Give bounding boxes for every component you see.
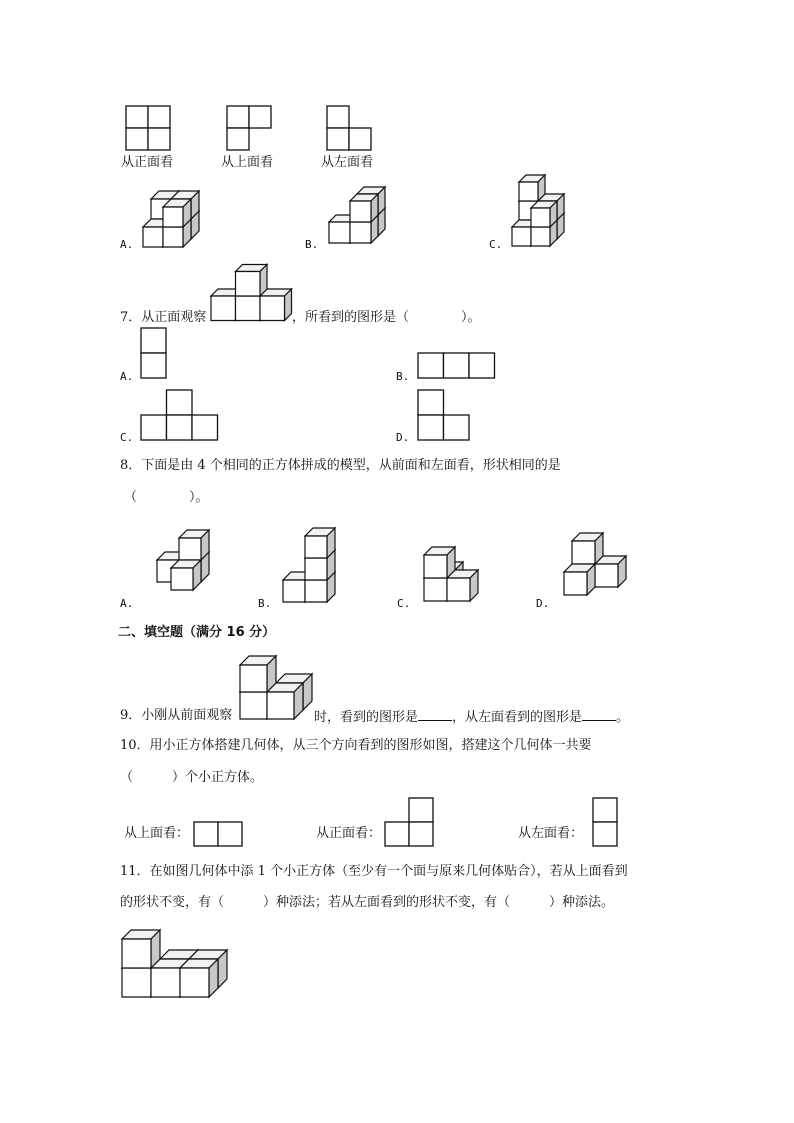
cube-front-face [179,538,201,560]
q6-option-b-figure[interactable] [328,186,388,246]
q6-top-view-figure [227,106,273,152]
q6-option-b-label: B. [305,238,319,251]
q10-front-view-label: 从正面看： [316,826,382,841]
q9-stem-mid2: ，从左面看到的图形是 [452,710,583,725]
q10-top-view-label: 从上面看： [124,826,190,841]
cube-front-face [329,222,350,243]
q7-stem-after: ，所看到的图形是（ ）。 [292,310,481,325]
cube-front-face [424,555,447,578]
q9-model-figure [239,652,319,722]
cube-front-face [283,580,305,602]
q8-option-b-figure[interactable] [282,537,350,605]
cube-front-face [572,541,595,564]
cube-front-face [211,296,236,321]
q7-model-figure [210,262,294,322]
q8-option-d-label: D. [536,597,550,610]
q7-option-b-label: B. [396,370,410,383]
cube-front-face [512,227,531,246]
q8-option-b-label: B. [258,597,272,610]
q10-stem: 10．用小正方体搭建几何体，从三个方向看到的图形如图，搭建这个几何体一共要 [120,738,592,753]
cube-front-face [260,296,285,321]
cube-front-face [305,536,327,558]
cube-front-face [531,227,550,246]
q7-option-c-figure[interactable] [141,390,221,444]
q8-option-a-label: A. [120,597,134,610]
cube-front-face [163,227,183,247]
cube-front-face [564,572,587,595]
q6-front-view-label: 从正面看 [121,155,174,170]
q6-option-c-figure[interactable] [511,184,575,250]
cube-front-face [122,939,151,968]
cube-front-face [350,222,371,243]
q9-left-blank[interactable] [582,708,616,721]
q7-option-a-figure[interactable] [141,328,169,382]
cube-front-face [267,692,294,719]
q6-left-view-figure [327,106,373,152]
q7-option-d-figure[interactable] [418,390,474,444]
cube-front-face [305,580,327,602]
cube-front-face [163,207,183,227]
q9-stem-before: 9．小刚从前面观察 [120,708,233,723]
q8-stem: 8．下面是由 4 个相同的正方体拼成的模型，从前面和左面看，形状相同的是 [120,458,561,473]
q7-option-a-label: A. [120,370,134,383]
cube-front-face [595,564,618,587]
cube-front-face [240,692,267,719]
section-2-heading: 二、填空题（满分 16 分） [118,625,276,640]
cube-front-face [519,182,538,201]
q10-answer-blank: （ ）个小正方体。 [120,770,264,785]
cube-front-face [240,665,267,692]
cube-front-face [143,227,163,247]
q8-option-c-label: C. [397,597,411,610]
cube-front-face [122,968,151,997]
q10-left-view-label: 从左面看： [518,826,584,841]
q9-stem-end: 。 [616,710,630,725]
q6-front-view-figure [126,106,172,152]
q11-line-2: 的形状不变，有（ ）种添法；若从左面看到的形状不变，有（ ）种添法。 [120,895,615,910]
cube-front-face [350,201,371,222]
q10-front-view-figure [385,798,437,850]
q8-option-a-figure[interactable] [148,525,210,593]
q6-option-c-label: C. [489,238,503,251]
q6-top-view-label: 从上面看 [221,155,274,170]
q7-stem-before: 7．从正面观察 [120,310,207,325]
q10-top-view-figure [194,822,246,850]
q11-line-1: 11．在如图几何体中添 1 个小正方体（至少有一个面与原来几何体贴合），若从上面看到 [120,864,628,879]
q8-option-c-figure[interactable] [423,543,483,605]
q7-option-b-figure[interactable] [418,353,498,381]
cube-front-face [447,578,470,601]
q8-answer-blank: （ ）。 [124,490,209,505]
q9-stem-mid: 时，看到的图形是 [314,710,419,725]
q9-front-blank[interactable] [418,708,452,721]
q7-option-c-label: C. [120,431,134,444]
q6-option-a-label: A. [120,238,134,251]
cube-front-face [171,568,193,590]
q11-model-figure [121,930,225,1012]
cube-front-face [424,578,447,601]
cube-front-face [180,968,209,997]
q6-option-a-figure[interactable] [142,184,212,250]
cube-front-face [531,208,550,227]
q10-left-view-figure [593,798,621,850]
cube-front-face [305,558,327,580]
cube-front-face [236,296,261,321]
q9-stem-rest [314,708,629,726]
cube-front-face [236,272,261,297]
q6-left-view-label: 从左面看 [321,155,374,170]
q7-option-d-label: D. [396,431,410,444]
cube-front-face [151,968,180,997]
q8-option-d-figure[interactable] [563,536,631,604]
